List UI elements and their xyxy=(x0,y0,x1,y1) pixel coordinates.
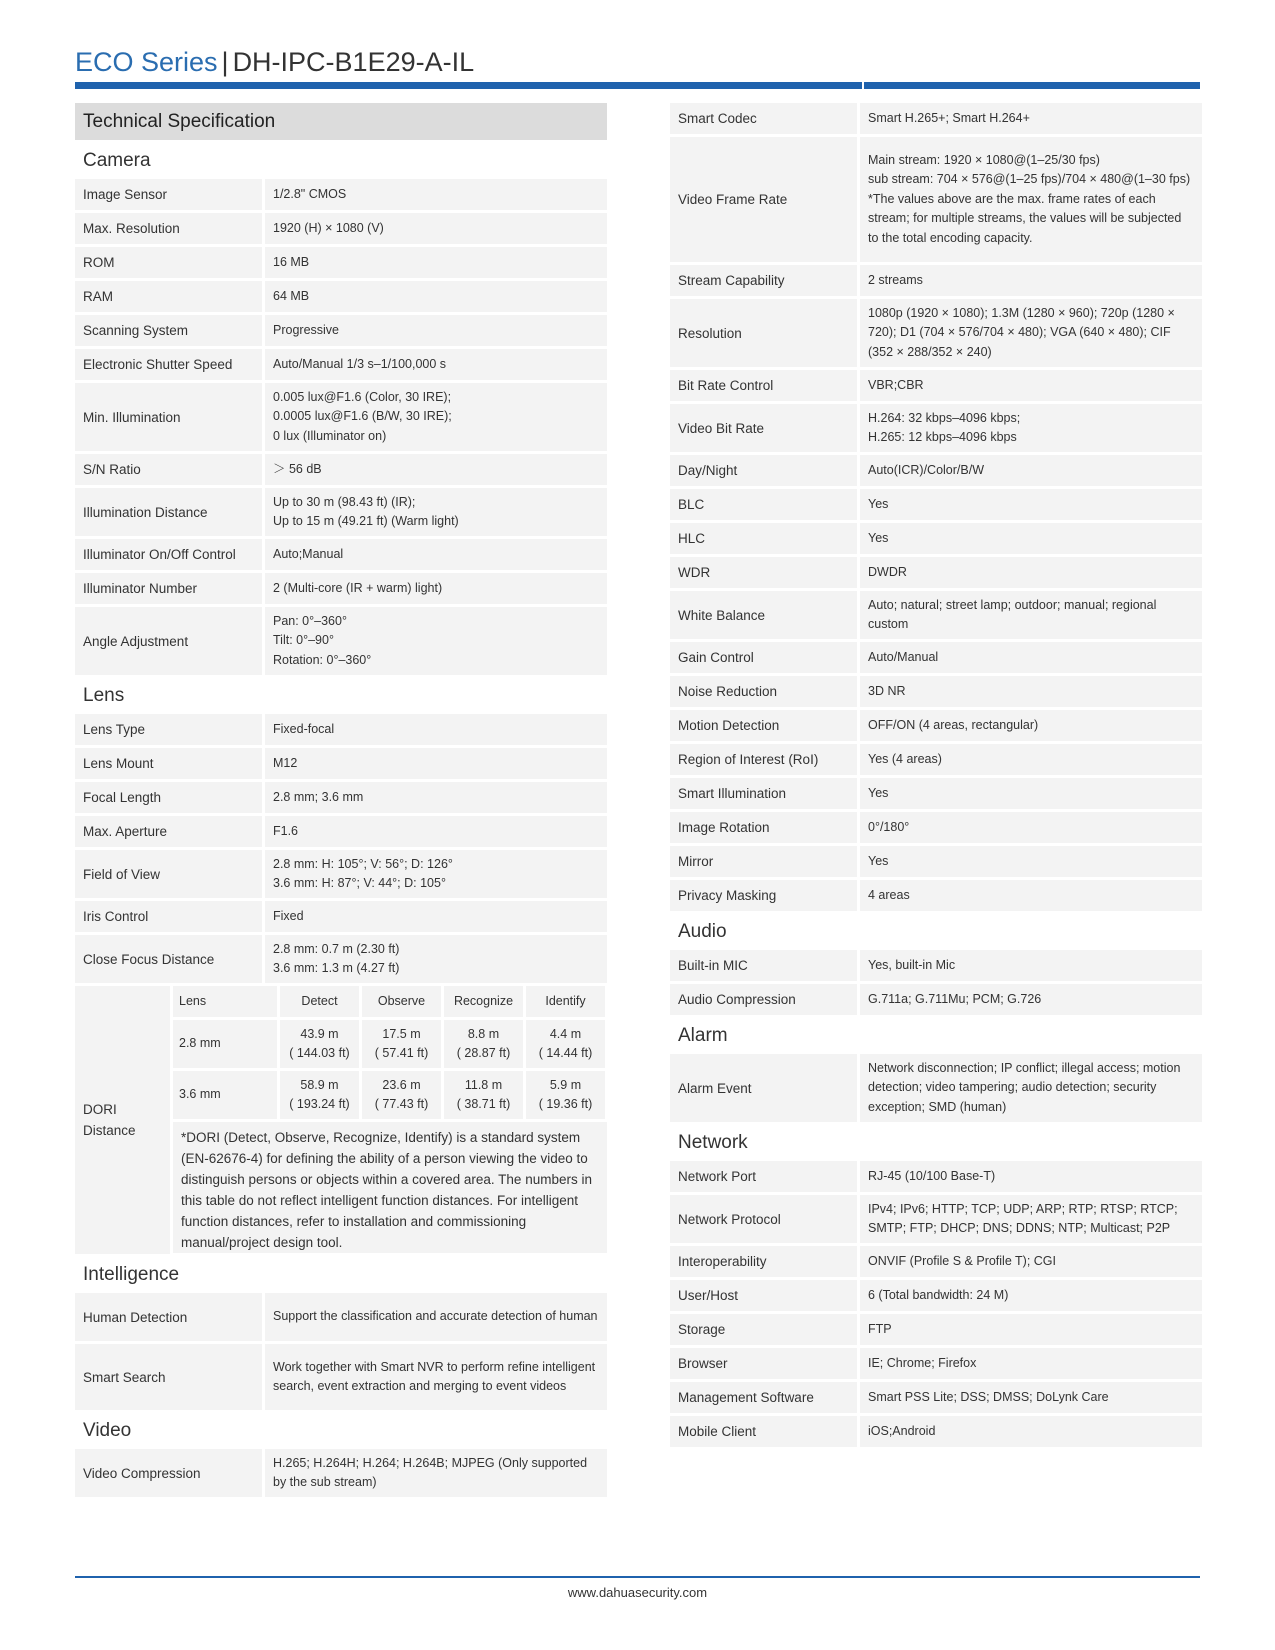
spec-label: Region of Interest (RoI) xyxy=(670,744,857,775)
spec-label: Audio Compression xyxy=(670,984,857,1015)
spec-value: Auto; natural; street lamp; outdoor; manual; regional custom xyxy=(860,591,1202,639)
spec-row-illuminator-on-off-control xyxy=(75,539,607,570)
spec-value: Pan: 0°–360° Tilt: 0°–90° Rotation: 0°–360° xyxy=(265,607,607,675)
spec-value: 0°/180° xyxy=(860,812,1202,843)
spec-value: 4 areas xyxy=(860,880,1202,911)
spec-label: Electronic Shutter Speed xyxy=(75,349,262,380)
spec-row-storage xyxy=(670,1314,1202,1345)
spec-value: 2.8 mm: 0.7 m (2.30 ft) 3.6 mm: 1.3 m (4.27 ft) xyxy=(265,935,607,983)
spec-label: Privacy Masking xyxy=(670,880,857,911)
spec-row-illumination-distance xyxy=(75,488,607,536)
dori-cell: 17.5 m ( 57.41 ft) xyxy=(362,1020,441,1068)
spec-label: Mirror xyxy=(670,846,857,877)
section-title: Technical Specification xyxy=(75,103,607,140)
spec-row-blc xyxy=(670,489,1202,520)
dori-cell: 58.9 m ( 193.24 ft) xyxy=(280,1071,359,1119)
spec-label: Gain Control xyxy=(670,642,857,673)
category-lens: Lens xyxy=(83,685,125,706)
spec-row-human-detection xyxy=(75,1293,607,1341)
category-audio: Audio xyxy=(678,921,727,942)
spec-row-scanning-system xyxy=(75,315,607,346)
spec-value: Yes xyxy=(860,846,1202,877)
spec-label: Motion Detection xyxy=(670,710,857,741)
spec-row-lens-mount xyxy=(75,748,607,779)
spec-value: Smart PSS Lite; DSS; DMSS; DoLynk Care xyxy=(860,1382,1202,1413)
spec-label: Lens Mount xyxy=(75,748,262,779)
dori-cell: 43.9 m ( 144.03 ft) xyxy=(280,1020,359,1068)
dori-cell: 5.9 m ( 19.36 ft) xyxy=(526,1071,605,1119)
dori-label: DORI Distance xyxy=(75,986,170,1254)
spec-value: Progressive xyxy=(265,315,607,346)
spec-label: Interoperability xyxy=(670,1246,857,1277)
spec-label: Mobile Client xyxy=(670,1416,857,1447)
spec-row-interoperability xyxy=(670,1246,1202,1277)
dori-cell: 3.6 mm xyxy=(173,1071,277,1119)
spec-label: Max. Resolution xyxy=(75,213,262,244)
dori-header-cell: Lens xyxy=(173,986,277,1017)
spec-label: Smart Codec xyxy=(670,103,857,134)
spec-label: Stream Capability xyxy=(670,265,857,296)
spec-value: Yes (4 areas) xyxy=(860,744,1202,775)
spec-value: DWDR xyxy=(860,557,1202,588)
dori-header-cell: Detect xyxy=(280,986,359,1017)
spec-value: ONVIF (Profile S & Profile T); CGI xyxy=(860,1246,1202,1277)
spec-label: BLC xyxy=(670,489,857,520)
spec-row-browser xyxy=(670,1348,1202,1379)
dori-cell: 2.8 mm xyxy=(173,1020,277,1068)
spec-row-smart-search xyxy=(75,1344,607,1410)
spec-row-max-aperture xyxy=(75,816,607,847)
spec-row-min-illumination xyxy=(75,383,607,451)
spec-value: VBR;CBR xyxy=(860,370,1202,401)
spec-label: Iris Control xyxy=(75,901,262,932)
dori-body xyxy=(173,986,607,1254)
spec-row-image-sensor xyxy=(75,179,607,210)
spec-value: 1/2.8" CMOS xyxy=(265,179,607,210)
spec-value: 6 (Total bandwidth: 24 M) xyxy=(860,1280,1202,1311)
spec-label: Lens Type xyxy=(75,714,262,745)
spec-row-field-of-view xyxy=(75,850,607,898)
document-title xyxy=(75,44,474,80)
category-network: Network xyxy=(678,1132,748,1153)
spec-row-noise-reduction xyxy=(670,676,1202,707)
spec-row-lens-type xyxy=(75,714,607,745)
spec-label: Storage xyxy=(670,1314,857,1345)
spec-value: Auto/Manual xyxy=(860,642,1202,673)
spec-row-region-of-interest-roi xyxy=(670,744,1202,775)
spec-label: Close Focus Distance xyxy=(75,935,262,983)
category-alarm: Alarm xyxy=(678,1025,728,1046)
spec-row-video-compression xyxy=(75,1449,607,1497)
category-intelligence: Intelligence xyxy=(83,1264,180,1285)
spec-value: 16 MB xyxy=(265,247,607,278)
spec-row-alarm-event xyxy=(670,1054,1202,1122)
spec-value: OFF/ON (4 areas, rectangular) xyxy=(860,710,1202,741)
spec-row-video-bit-rate xyxy=(670,404,1202,452)
spec-value: 0.005 lux@F1.6 (Color, 30 IRE); 0.0005 lux@F1.6 (B/W, 30 IRE); 0 lux (Illuminator on) xyxy=(265,383,607,451)
spec-row-management-software xyxy=(670,1382,1202,1413)
spec-label: Focal Length xyxy=(75,782,262,813)
footer-url: www.dahuasecurity.com xyxy=(567,1585,708,1600)
dori-cell: 11.8 m ( 38.71 ft) xyxy=(444,1071,523,1119)
spec-row-stream-capability xyxy=(670,265,1202,296)
spec-row-video-frame-rate xyxy=(670,137,1202,262)
dori-distance-table xyxy=(75,986,607,1254)
spec-value: Auto;Manual xyxy=(265,539,607,570)
spec-value: H.265; H.264H; H.264; H.264B; MJPEG (Only supported by the sub stream) xyxy=(265,1449,607,1497)
spec-value: iOS;Android xyxy=(860,1416,1202,1447)
right-spec-column xyxy=(670,103,1202,1450)
spec-row-rom xyxy=(75,247,607,278)
spec-value: Yes xyxy=(860,489,1202,520)
spec-label: Browser xyxy=(670,1348,857,1379)
spec-label: Network Protocol xyxy=(670,1195,857,1243)
spec-label: WDR xyxy=(670,557,857,588)
spec-value: 2 streams xyxy=(860,265,1202,296)
spec-row-white-balance xyxy=(670,591,1202,639)
spec-value: Auto/Manual 1/3 s–1/100,000 s xyxy=(265,349,607,380)
category-camera: Camera xyxy=(83,150,151,171)
spec-label: Network Port xyxy=(670,1161,857,1192)
spec-value: Main stream: 1920 × 1080@(1–25/30 fps) sub stream: 704 × 576@(1–25 fps)/704 × 480@(1–30 fps) *The values above are the max. frame rates of each stream; for multiple streams, the values will be subjected to the total encoding capacity. xyxy=(860,137,1202,262)
dori-header-cell: Identify xyxy=(526,986,605,1017)
spec-value: 2.8 mm: H: 105°; V: 56°; D: 126° 3.6 mm: H: 87°; V: 44°; D: 105° xyxy=(265,850,607,898)
dori-header-cell: Observe xyxy=(362,986,441,1017)
spec-label: Built-in MIC xyxy=(670,950,857,981)
spec-value: H.264: 32 kbps–4096 kbps; H.265: 12 kbps–4096 kbps xyxy=(860,404,1202,452)
spec-label: Field of View xyxy=(75,850,262,898)
spec-row-audio-compression xyxy=(670,984,1202,1015)
spec-row-network-port xyxy=(670,1161,1202,1192)
spec-value: Yes, built-in Mic xyxy=(860,950,1202,981)
spec-row-resolution xyxy=(670,299,1202,367)
dori-cell: 8.8 m ( 28.87 ft) xyxy=(444,1020,523,1068)
spec-row-built-in-mic xyxy=(670,950,1202,981)
spec-value: Fixed xyxy=(265,901,607,932)
spec-label: RAM xyxy=(75,281,262,312)
spec-label: Angle Adjustment xyxy=(75,607,262,675)
spec-row-mirror xyxy=(670,846,1202,877)
spec-row-bit-rate-control xyxy=(670,370,1202,401)
spec-row-privacy-masking xyxy=(670,880,1202,911)
spec-label: Illumination Distance xyxy=(75,488,262,536)
spec-label: Video Compression xyxy=(75,1449,262,1497)
spec-label: Noise Reduction xyxy=(670,676,857,707)
dori-header-cell: Recognize xyxy=(444,986,523,1017)
spec-label: Bit Rate Control xyxy=(670,370,857,401)
spec-row-smart-codec xyxy=(670,103,1202,134)
model-number: DH-IPC-B1E29-A-IL xyxy=(232,47,475,77)
spec-value: IPv4; IPv6; HTTP; TCP; UDP; ARP; RTP; RTSP; RTCP; SMTP; FTP; DHCP; DNS; DDNS; NTP; Multicast; P2P xyxy=(860,1195,1202,1243)
spec-value: Fixed-focal xyxy=(265,714,607,745)
spec-row-image-rotation xyxy=(670,812,1202,843)
spec-label: Alarm Event xyxy=(670,1054,857,1122)
spec-label: Management Software xyxy=(670,1382,857,1413)
spec-value: M12 xyxy=(265,748,607,779)
spec-label: Video Frame Rate xyxy=(670,137,857,262)
spec-label: Resolution xyxy=(670,299,857,367)
dori-cell: 23.6 m ( 77.43 ft) xyxy=(362,1071,441,1119)
spec-row-gain-control xyxy=(670,642,1202,673)
spec-value: FTP xyxy=(860,1314,1202,1345)
spec-row-mobile-client xyxy=(670,1416,1202,1447)
spec-value: Network disconnection; IP conflict; illegal access; motion detection; video tampering; audio detection; security exception; SMD (human) xyxy=(860,1054,1202,1122)
left-spec-column xyxy=(75,103,607,1500)
series-name: ECO Series xyxy=(75,47,218,77)
spec-row-illuminator-number xyxy=(75,573,607,604)
spec-label: Day/Night xyxy=(670,455,857,486)
spec-label: S/N Ratio xyxy=(75,454,262,485)
header-rule-notch xyxy=(862,82,864,89)
spec-label: Smart Illumination xyxy=(670,778,857,809)
spec-row-network-protocol xyxy=(670,1195,1202,1243)
spec-value: G.711a; G.711Mu; PCM; G.726 xyxy=(860,984,1202,1015)
spec-label: Image Sensor xyxy=(75,179,262,210)
spec-row-electronic-shutter-speed xyxy=(75,349,607,380)
spec-label: White Balance xyxy=(670,591,857,639)
spec-label: HLC xyxy=(670,523,857,554)
title-separator: | xyxy=(221,47,229,77)
spec-row-smart-illumination xyxy=(670,778,1202,809)
spec-value: Yes xyxy=(860,778,1202,809)
spec-value: Support the classification and accurate detection of human xyxy=(265,1293,607,1341)
spec-label: Video Bit Rate xyxy=(670,404,857,452)
spec-row-angle-adjustment xyxy=(75,607,607,675)
spec-row-close-focus-distance xyxy=(75,935,607,983)
dori-grid xyxy=(173,986,607,1122)
spec-label: Illuminator On/Off Control xyxy=(75,539,262,570)
spec-row-wdr xyxy=(670,557,1202,588)
spec-value: F1.6 xyxy=(265,816,607,847)
spec-row-ram xyxy=(75,281,607,312)
dori-cell: 4.4 m ( 14.44 ft) xyxy=(526,1020,605,1068)
spec-value: 1920 (H) × 1080 (V) xyxy=(265,213,607,244)
spec-label: Min. Illumination xyxy=(75,383,262,451)
spec-value: RJ-45 (10/100 Base-T) xyxy=(860,1161,1202,1192)
dori-note: *DORI (Detect, Observe, Recognize, Identify) is a standard system (EN-62676-4) for defining the ability of a person viewing the video to distinguish persons or objects within a covered area. The numbers in this table do not reflect intelligent function distances. For intelligent function distances, refer to installation and commissioning manual/project design tool. xyxy=(173,1122,607,1253)
spec-row-day-night xyxy=(670,455,1202,486)
spec-row-iris-control xyxy=(75,901,607,932)
spec-value: Yes xyxy=(860,523,1202,554)
spec-label: Smart Search xyxy=(75,1344,262,1410)
footer-rule xyxy=(75,1576,1200,1578)
spec-label: Scanning System xyxy=(75,315,262,346)
spec-row-motion-detection xyxy=(670,710,1202,741)
spec-label: Max. Aperture xyxy=(75,816,262,847)
spec-value: Auto(ICR)/Color/B/W xyxy=(860,455,1202,486)
spec-label: Image Rotation xyxy=(670,812,857,843)
spec-label: Illuminator Number xyxy=(75,573,262,604)
spec-value: 1080p (1920 × 1080); 1.3M (1280 × 960); 720p (1280 × 720); D1 (704 × 576/704 × 480); VGA (640 × 480); CIF (352 × 288/352 × 240) xyxy=(860,299,1202,367)
spec-row-s-n-ratio xyxy=(75,454,607,485)
spec-row-hlc xyxy=(670,523,1202,554)
spec-row-focal-length xyxy=(75,782,607,813)
spec-value: 64 MB xyxy=(265,281,607,312)
spec-value: Work together with Smart NVR to perform refine intelligent search, event extraction and merging to event videos xyxy=(265,1344,607,1410)
spec-value: Up to 30 m (98.43 ft) (IR); Up to 15 m (49.21 ft) (Warm light) xyxy=(265,488,607,536)
spec-row-user-host xyxy=(670,1280,1202,1311)
spec-value: IE; Chrome; Firefox xyxy=(860,1348,1202,1379)
spec-value: ＞ 56 dB xyxy=(265,454,607,485)
spec-label: Human Detection xyxy=(75,1293,262,1341)
header-rule xyxy=(75,82,1200,89)
spec-value: 2 (Multi-core (IR + warm) light) xyxy=(265,573,607,604)
spec-label: User/Host xyxy=(670,1280,857,1311)
spec-value: 2.8 mm; 3.6 mm xyxy=(265,782,607,813)
category-video: Video xyxy=(83,1420,132,1441)
spec-value: Smart H.265+; Smart H.264+ xyxy=(860,103,1202,134)
spec-label: ROM xyxy=(75,247,262,278)
spec-row-max-resolution xyxy=(75,213,607,244)
spec-value: 3D NR xyxy=(860,676,1202,707)
